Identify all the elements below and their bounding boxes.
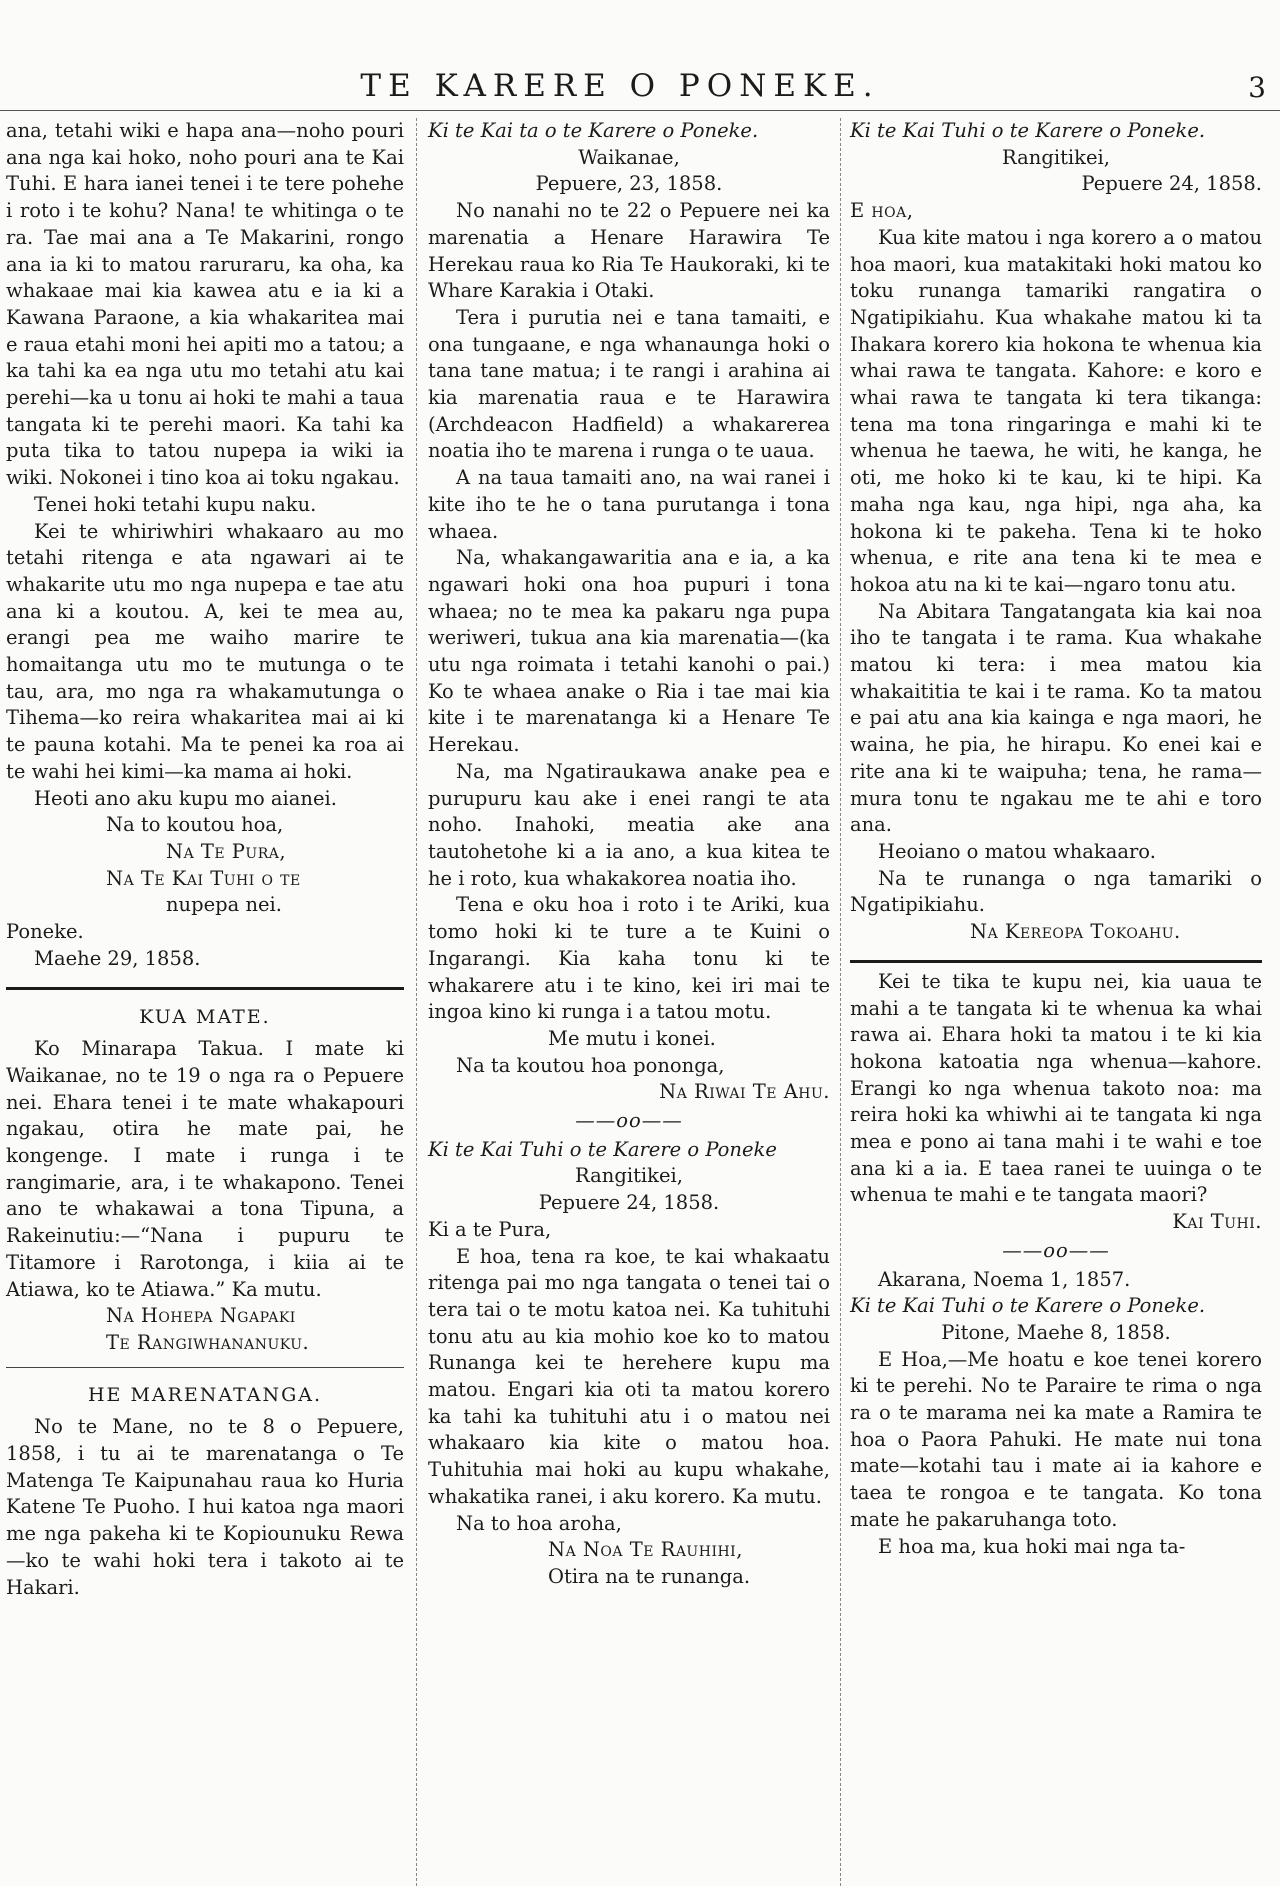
- letter-signature: Na Riwai Te Ahu.: [659, 1080, 830, 1104]
- masthead-rule: [0, 110, 1280, 111]
- column-3: [850, 118, 1262, 1560]
- letter-closing: Me mutu i konei.: [548, 1026, 716, 1050]
- letter-trailing: Otira na te runanga.: [548, 1564, 751, 1588]
- letter-date: Pepuere 24, 1858.: [538, 1191, 720, 1215]
- masthead: [0, 66, 1280, 106]
- notice-paragraph: Ko Minarapa Takua. I mate ki Waikanae, no te 19 o nga ra o Pepuere nei. Ehara tenei i te mate whakapouri ngakau, otira he mate pai, he kongenge. I mate i runga i te rangimarie, ara, i te whakapono. Tenei ano te whakawai a tona Tipuna, a Rakeinutiu:—“Nana i pupuru te Titamore i Rarotonga, i kiia ai te Atiawa, ko te Atiawa.” Ka mutu.: [6, 1037, 404, 1301]
- letter-paragraph: Tena e oku hoa i roto i te Ariki, kua tomo hoki ki te ture a te Kuini o Ingarangi. Kia kaha tonu ki te whakarere atu i te kino, kei iri mai te ingoa kino ki runga i a tatou motu.: [428, 893, 830, 1024]
- notice-signature: Na Hohepa Ngapaki: [106, 1304, 296, 1328]
- letter-place-date: Pitone, Maehe 8, 1858.: [941, 1320, 1171, 1344]
- letter-paragraph: E hoa, tena ra koe, te kai whakaatu ritenga pai mo nga tangata o tenei tai o tera tai o te motu katoa nei. Ka tuhituhi tonu atu au kia mohio koe ko to matou Runanga kei te herehere kupu ma matou. Engari kia oti ta matou korero ka tahi ka tuhituhi atu i o matou nei whakaaro kia kite o matou hoa. Tuhituhia mai hoki au kupu whakahe, whakatika ranei, i aku korero. Ka mutu.: [428, 1244, 830, 1508]
- dateline: Akarana, Noema 1, 1857.: [878, 1267, 1131, 1291]
- letter-header: Ki te Kai Tuhi o te Karere o Poneke: [428, 1137, 777, 1161]
- letter-paragraph: E hoa ma, kua hoki mai nga ta-: [878, 1534, 1186, 1558]
- letter-closing: Na ta koutou hoa pononga,: [456, 1053, 725, 1077]
- column-divider-1: [416, 118, 417, 1886]
- notice-signature: Te Rangiwhananuku.: [106, 1330, 310, 1354]
- letter-place: Poneke.: [6, 920, 84, 944]
- newspaper-title: TE KARERE O PONEKE.: [360, 68, 880, 104]
- letter-signature: Na Noa Te Rauhihi,: [548, 1538, 743, 1562]
- letter-paragraph: Na, ma Ngatiraukawa anake pea e purupuru kau ake i enei rangi te ata noho. Inahoki, meatia ake ana tautohetohe ki a ia ano, a kua kitea te he i roto, kua whakakorea noatia iho.: [428, 759, 830, 890]
- letter-paragraph: Kua kite matou i nga korero a o matou hoa maori, kua matakitaki hoki matou ko toku runanga tamariki rangatira o Ngatipikiahu. Kua whakahe matou ki ta Ihakara korero kia hokona te whenua kia whai rawa te tangata. Kahore: e koro e whai rawa te tangata ki tera tikanga: tena ma tona ringaringa e mahi ki te whenua he taewa, he witi, he kanga, he oti, me hoko ki te kau, ki te hipi. Ka maha nga kau, nga hipi, nga aha, ka hokona ki te pakeha. Tena ki te hoko whenua, e rite ana tena ki te mea e hokoa atu na ki te kai—ngaro tonu atu.: [850, 225, 1262, 596]
- letter-paragraph: No nanahi no te 22 o Pepuere nei ka marenatia a Henare Harawira Te Herekau raua ko Ria Te Haukoraki, ki te Whare Karakia i Otaki.: [428, 199, 830, 303]
- letter-signature-role: nupepa nei.: [166, 893, 282, 917]
- letter-salutation: Ki a te Pura,: [428, 1217, 552, 1241]
- editor-note-signature: Kai Tuhi.: [1172, 1210, 1262, 1234]
- letter-place: Rangitikei,: [1002, 145, 1110, 169]
- letter-date: Maehe 29, 1858.: [34, 946, 201, 970]
- letter-paragraph: Tera i purutia nei e tana tamaiti, e ona tungaane, e nga whanaunga hoki o tana tane matua; i te rangi i arahina ai kia marenatia raua e te Harawira (Archdeacon Hadfield) a whakarerea noatia iho te marena i runga o te uaua.: [428, 305, 830, 463]
- letter-closing: Na to hoa aroha,: [456, 1511, 622, 1535]
- section-rule: [6, 987, 404, 990]
- letter-closing: Na to koutou hoa,: [106, 813, 284, 837]
- letter-header: Ki te Kai Tuhi o te Karere o Poneke.: [850, 119, 1206, 142]
- letter-signature: Na Kereopa Tokoahu.: [970, 920, 1181, 944]
- section-rule: [6, 1367, 404, 1368]
- letter-paragraph: E Hoa,—Me hoatu e koe tenei korero ki te perehi. No te Paraire te rima o nga ra o te marama nei ka mate a Ramira te hoa o Paora Pahuki. He mate nui tona mate—kotahi tau i mate ai ia kahore e taea te rongoa e te tangata. Ko tona mate he pakaruhanga toto.: [850, 1347, 1262, 1531]
- letter-date: Pepuere 24, 1858.: [1081, 172, 1262, 196]
- letter-paragraph: Heoti ano aku kupu mo aianei.: [34, 786, 337, 810]
- column-1: [6, 118, 404, 1601]
- letter-paragraph: Kei te whiriwhiri whakaaro au mo tetahi ritenga e ata ngawari ai te whakarite utu mo nga nupepa e tae atu ana ki a koutou. A, kei te mea au, erangi pea me waiho marire te homaitanga utu mo te mutunga o te tau, ara, mo nga ra whakamutunga o Tihema—ko reira whakaritea mai ai ki te pauna kotahi. Ma te penei ka roa ai te wahi hei kimi—ka mama ai hoki.: [6, 519, 404, 783]
- column-divider-2: [840, 118, 841, 1886]
- editor-note-paragraph: Kei te tika te kupu nei, kia uaua te mahi a te tangata ki te whenua ka whai rawa ai. Ehara hoki ta matou i te ki kia hokona katoatia nga whenua—kahore. Erangi ko nga whenua takoto noa: ma reira hoki ka whiwhi ai te tangata ki nga mea e pono ai tana mahi i te wahi e toe ana ki a ia. E taea ranei te uuinga o te whenua te mahi e te tangata maori?: [850, 969, 1262, 1207]
- section-heading-kua-mate: KUA MATE.: [139, 1005, 271, 1028]
- letter-signature-role: Na Te Kai Tuhi o te: [106, 866, 301, 890]
- separator: ——oo——: [1002, 1238, 1110, 1262]
- letter-signature: Na Te Pura,: [166, 839, 287, 863]
- letter-paragraph: Heoiano o matou whakaaro.: [878, 839, 1156, 863]
- letter-header: Ki te Kai Tuhi o te Karere o Poneke.: [850, 1294, 1206, 1318]
- letter-place: Waikanae,: [578, 145, 680, 169]
- page-number: 3: [1248, 71, 1266, 104]
- letter-salutation: E hoa,: [850, 199, 914, 223]
- column-2: [428, 118, 830, 1591]
- letter-paragraph: Na, whakangawaritia ana e ia, a ka ngawari hoki ona hoa pupuri i tona whaea; no te mea ka pakaru nga pupa weriweri, tukua ana kia marenatia—(ka utu nga roimata i tetahi kanohi o pai.) Ko te whaea anake o Ria i tae mai kia kite i te marenatanga ki a Henare Te Herekau.: [428, 546, 830, 757]
- letter-paragraph: ana, tetahi wiki e hapa ana—noho pouri ana nga kai hoko, noho pouri ana te Kai Tuhi. E hara ianei tenei i te tere pohehe i roto i te kohu? Nana! te whitinga o te ra. Tae mai ana a Te Makarini, rongo ana ia ki to matou raruraru, ka oha, ka whakaae mai kia kawea atu e ia ki a Kawana Paraone, a kia whakaritea mai e raua etahi moni hei apiti mo a tatou; a ka tahi ka ea nga utu mo tetahi atu kai perehi—ka u tonu ai hoki te mahi a taua tangata ki te perehi maori. Ka tahi ka puta tika to tatou nupepa ia wiki ia wiki. Nokonei i tino koa ai toku ngakau.: [6, 119, 404, 490]
- section-rule: [850, 960, 1262, 963]
- letter-paragraph: Na Abitara Tangatangata kia kai noa iho te tangata i te rama. Kua whakahe matou ki tera: i mea matou kia whakaititia te kai i te rama. Ko ta matou e pai atu ana kia kainga e nga maori, he waina, he pia, he hirapu. Ko enei kai e rite ana ki te waipuha; tena, he rama—mura tonu te ngakau me te ahi e toro ana.: [850, 599, 1262, 837]
- letter-closing: Na te runanga o nga tamariki o Ngatipikiahu.: [850, 866, 1262, 917]
- letter-header: Ki te Kai ta o te Karere o Poneke.: [428, 119, 759, 142]
- separator: ——oo——: [575, 1109, 683, 1133]
- letter-date: Pepuere, 23, 1858.: [535, 172, 723, 196]
- letter-paragraph: Tenei hoki tetahi kupu naku.: [34, 492, 317, 516]
- letter-place: Rangitikei,: [575, 1164, 683, 1188]
- letter-paragraph: A na taua tamaiti ano, na wai ranei i kite iho te he o tana purutanga i tona whaea.: [428, 466, 830, 543]
- section-heading-marenatanga: HE MARENATANGA.: [87, 1383, 323, 1406]
- notice-paragraph: No te Mane, no te 8 o Pepuere, 1858, i tu ai te marenatanga o Te Matenga Te Kaipunahau raua ko Huria Katene Te Puoho. I hui katoa nga maori me nga pakeha ki te Kopiounuku Rewa—ko te wahi hoki tera i takoto ai te Hakari.: [6, 1415, 404, 1599]
